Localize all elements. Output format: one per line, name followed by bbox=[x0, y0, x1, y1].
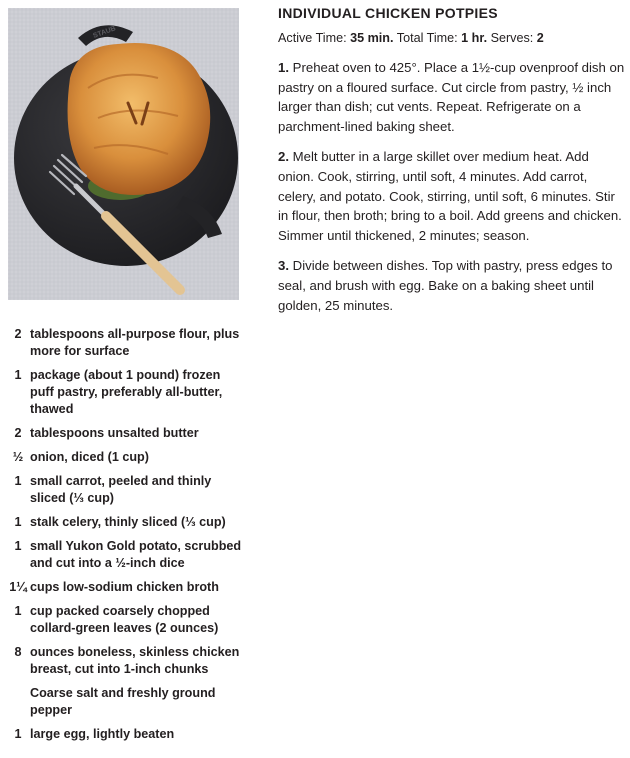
serves-label: Serves: bbox=[490, 31, 534, 45]
ingredient-desc: tablespoons unsalted butter bbox=[30, 426, 199, 440]
step-number: 1. bbox=[278, 60, 289, 75]
recipe-step bbox=[278, 256, 628, 315]
ingredient-item bbox=[6, 425, 246, 442]
ingredient-qty: 1 bbox=[14, 515, 22, 529]
potpie-illustration bbox=[8, 8, 239, 300]
ingredient-item bbox=[6, 579, 246, 596]
recipe-step bbox=[278, 58, 628, 136]
ingredient-desc: cup packed coarsely chopped collard-green leaves (2 ounces) bbox=[30, 604, 219, 635]
ingredient-item bbox=[6, 685, 246, 719]
step-number: 2. bbox=[278, 149, 289, 165]
ingredient-item bbox=[6, 514, 246, 531]
serves-value: 2 bbox=[536, 31, 544, 45]
ingredient-item bbox=[6, 326, 246, 360]
pan-brand-mark: STAUB bbox=[92, 25, 117, 40]
step-number: 3. bbox=[278, 258, 289, 274]
recipe-column bbox=[278, 4, 628, 315]
step-text: Preheat oven to 425°. Place a 1½-cup ovenproof dish on pastry on a floured surface. Cut circle from pastry, ½ inch larger than dish; cut vents. Repeat. Refrigerate on a parchment-lined baking sheet. bbox=[278, 60, 625, 134]
ingredient-desc: small carrot, peeled and thinly sliced (⅓ cup) bbox=[30, 474, 212, 505]
ingredient-qty: 1 bbox=[14, 474, 22, 488]
ingredient-qty: 2 bbox=[14, 327, 22, 341]
total-time-value: 1 hr. bbox=[461, 31, 488, 45]
ingredient-qty bbox=[6, 685, 30, 719]
ingredient-qty: 1 bbox=[14, 368, 22, 382]
ingredient-qty: 1¼ bbox=[9, 580, 27, 594]
active-time-label: Active Time: bbox=[278, 31, 347, 45]
ingredient-qty: 1 bbox=[14, 604, 22, 618]
ingredient-item bbox=[6, 603, 246, 637]
total-time-label: Total Time: bbox=[396, 31, 458, 45]
ingredient-desc: small Yukon Gold potato, scrubbed and cut into a ½-inch dice bbox=[30, 539, 242, 570]
ingredient-qty: 8 bbox=[14, 645, 22, 659]
ingredient-item bbox=[6, 367, 246, 418]
ingredient-item bbox=[6, 449, 246, 466]
step-text: Melt butter in a large skillet over medium heat. Add onion. Cook, stirring, until soft, 4 minutes. Add carrot, celery, and potato. Cook, stirring, until soft, 6 minutes. Stir in flour, then broth; bring to a boil. Add greens and chicken. Simmer until thickened, 2 minutes; season. bbox=[278, 149, 622, 243]
ingredient-desc: onion, diced (1 cup) bbox=[30, 450, 149, 464]
recipe-times bbox=[278, 30, 628, 47]
ingredient-qty: ½ bbox=[12, 450, 24, 464]
ingredient-item bbox=[6, 726, 246, 743]
ingredient-qty: 1 bbox=[14, 727, 22, 741]
recipe-title: INDIVIDUAL CHICKEN POTPIES bbox=[278, 5, 498, 21]
ingredient-item bbox=[6, 538, 246, 572]
ingredient-desc: ounces boneless, skinless chicken breast, cut into 1-inch chunks bbox=[30, 645, 240, 676]
ingredient-desc: tablespoons all-purpose flour, plus more for surface bbox=[30, 327, 240, 358]
ingredient-item bbox=[6, 473, 246, 507]
ingredient-qty: 1 bbox=[14, 539, 22, 553]
ingredient-desc: cups low-sodium chicken broth bbox=[30, 580, 219, 594]
potpie-photo bbox=[8, 8, 239, 300]
puff-pastry-crust bbox=[68, 43, 211, 195]
ingredient-desc: large egg, lightly beaten bbox=[30, 727, 175, 741]
ingredient-desc: package (about 1 pound) frozen puff pastry, preferably all-butter, thawed bbox=[30, 368, 223, 416]
active-time-value: 35 min. bbox=[350, 31, 394, 45]
ingredient-item bbox=[6, 644, 246, 678]
ingredients-list bbox=[6, 326, 246, 750]
recipe-step bbox=[278, 147, 628, 245]
ingredient-desc: Coarse salt and freshly ground pepper bbox=[30, 686, 216, 717]
ingredient-qty: 2 bbox=[14, 426, 22, 440]
ingredient-desc: stalk celery, thinly sliced (⅓ cup) bbox=[30, 515, 226, 529]
step-text: Divide between dishes. Top with pastry, press edges to seal, and brush with egg. Bake on a baking sheet until golden, 25 minutes. bbox=[278, 258, 613, 313]
